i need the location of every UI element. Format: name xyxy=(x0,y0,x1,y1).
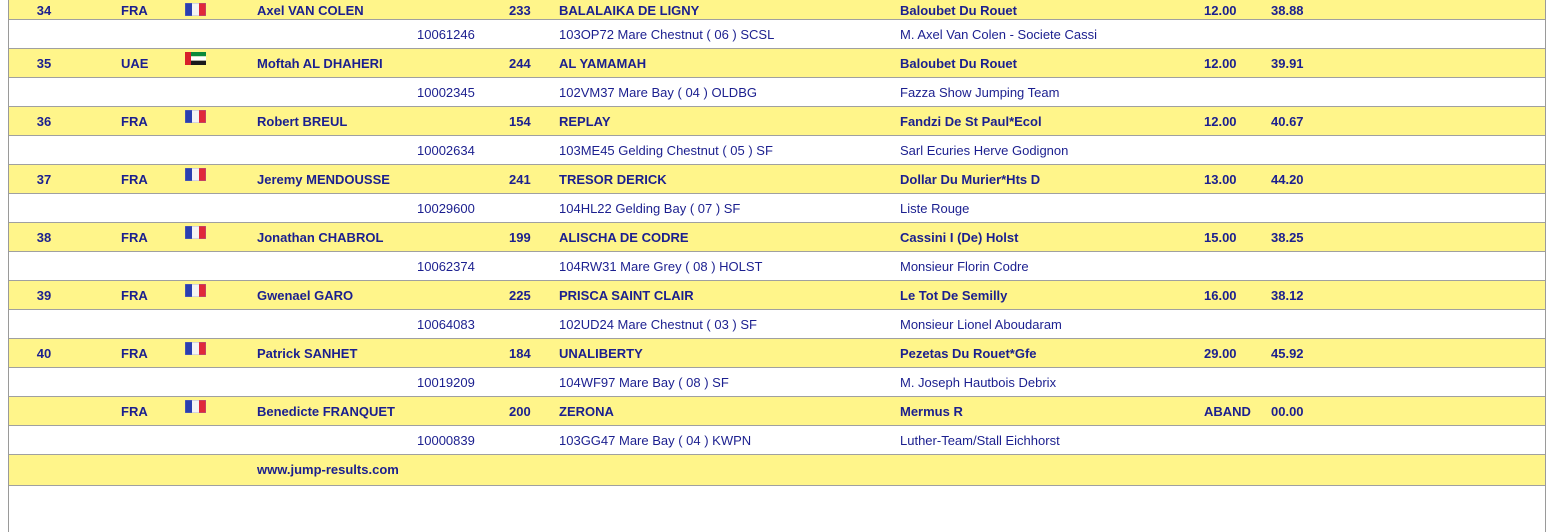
france-flag-icon xyxy=(185,110,206,123)
rider-name: Jeremy MENDOUSSE xyxy=(257,172,390,187)
rank-cell: 38 xyxy=(36,230,52,245)
website-link[interactable]: www.jump-results.com xyxy=(257,462,399,477)
faults-value: 12.00 xyxy=(1204,3,1237,18)
rank-cell: 37 xyxy=(36,172,52,187)
sire-name: Dollar Du Murier*Hts D xyxy=(900,172,1041,187)
bib-number: 233 xyxy=(509,3,531,18)
owner-name: M. Axel Van Colen - Societe Cassi xyxy=(900,27,1098,42)
owner-name: Fazza Show Jumping Team xyxy=(900,85,1060,100)
sire-name: Fandzi De St Paul*Ecol xyxy=(900,114,1042,129)
bib-number: 184 xyxy=(509,346,531,361)
result-row xyxy=(9,49,1545,78)
horse-details: 103GG47 Mare Bay ( 04 ) KWPN xyxy=(559,433,752,448)
bib-number: 225 xyxy=(509,288,531,303)
result-row xyxy=(9,223,1545,252)
result-row xyxy=(9,107,1545,136)
horse-details: 104RW31 Mare Grey ( 08 ) HOLST xyxy=(559,259,763,274)
result-detail-row xyxy=(9,368,1545,397)
time-value: 39.91 xyxy=(1271,56,1304,71)
nation-code: UAE xyxy=(121,56,149,71)
rank-cell: 35 xyxy=(36,56,52,71)
france-flag-icon xyxy=(185,284,206,297)
result-detail-row xyxy=(9,194,1545,223)
bib-number: 200 xyxy=(509,404,531,419)
horse-name: ZERONA xyxy=(559,404,614,419)
sire-name: Mermus R xyxy=(900,404,963,419)
sire-name: Baloubet Du Rouet xyxy=(900,3,1017,18)
result-row xyxy=(9,281,1545,310)
owner-name: Liste Rouge xyxy=(900,201,970,216)
nation-code: FRA xyxy=(121,288,148,303)
horse-details: 103ME45 Gelding Chestnut ( 05 ) SF xyxy=(559,143,773,158)
horse-details: 103OP72 Mare Chestnut ( 06 ) SCSL xyxy=(559,27,775,42)
time-value: 40.67 xyxy=(1271,114,1304,129)
faults-value: 12.00 xyxy=(1204,114,1237,129)
result-detail-row xyxy=(9,252,1545,281)
fei-id: 10019209 xyxy=(417,375,475,390)
france-flag-icon xyxy=(185,342,206,355)
faults-value: 29.00 xyxy=(1204,346,1237,361)
france-flag-icon xyxy=(185,168,206,181)
fei-id: 10000839 xyxy=(417,433,475,448)
rider-name: Gwenael GARO xyxy=(257,288,354,303)
faults-value: 16.00 xyxy=(1204,288,1237,303)
time-value: 38.25 xyxy=(1271,230,1304,245)
sire-name: Le Tot De Semilly xyxy=(900,288,1008,303)
horse-details: 104WF97 Mare Bay ( 08 ) SF xyxy=(559,375,729,390)
fei-id: 10002634 xyxy=(417,143,475,158)
bib-number: 241 xyxy=(509,172,531,187)
faults-value: ABAND xyxy=(1204,404,1251,419)
owner-name: Luther-Team/Stall Eichhorst xyxy=(900,433,1060,448)
faults-value: 13.00 xyxy=(1204,172,1237,187)
faults-value: 15.00 xyxy=(1204,230,1237,245)
faults-value: 12.00 xyxy=(1204,56,1237,71)
rider-name: Jonathan CHABROL xyxy=(257,230,384,245)
fei-id: 10062374 xyxy=(417,259,475,274)
rider-name: Axel VAN COLEN xyxy=(257,3,364,18)
horse-details: 102UD24 Mare Chestnut ( 03 ) SF xyxy=(559,317,757,332)
nation-code: FRA xyxy=(121,3,148,18)
sire-name: Pezetas Du Rouet*Gfe xyxy=(900,346,1037,361)
rider-name: Robert BREUL xyxy=(257,114,348,129)
nation-code: FRA xyxy=(121,404,148,419)
horse-details: 102VM37 Mare Bay ( 04 ) OLDBG xyxy=(559,85,757,100)
sire-name: Baloubet Du Rouet xyxy=(900,56,1017,71)
rank-cell: 40 xyxy=(36,346,52,361)
rider-name: Benedicte FRANQUET xyxy=(257,404,395,419)
nation-code: FRA xyxy=(121,346,148,361)
bib-number: 244 xyxy=(509,56,531,71)
time-value: 44.20 xyxy=(1271,172,1304,187)
owner-name: Monsieur Florin Codre xyxy=(900,259,1029,274)
fei-id: 10002345 xyxy=(417,85,475,100)
time-value: 45.92 xyxy=(1271,346,1304,361)
time-value: 38.88 xyxy=(1271,3,1304,18)
result-detail-row xyxy=(9,78,1545,107)
rank-cell: 34 xyxy=(36,3,52,18)
nation-code: FRA xyxy=(121,114,148,129)
owner-name: Sarl Ecuries Herve Godignon xyxy=(900,143,1069,158)
result-detail-row xyxy=(9,310,1545,339)
horse-name: PRISCA SAINT CLAIR xyxy=(559,288,694,303)
result-row xyxy=(9,165,1545,194)
horse-name: TRESOR DERICK xyxy=(559,172,667,187)
result-detail-row xyxy=(9,136,1545,165)
horse-details: 104HL22 Gelding Bay ( 07 ) SF xyxy=(559,201,741,216)
france-flag-icon xyxy=(185,400,206,413)
bib-number: 199 xyxy=(509,230,531,245)
result-row xyxy=(9,339,1545,368)
uae-flag-icon xyxy=(185,52,206,65)
horse-name: ALISCHA DE CODRE xyxy=(559,230,689,245)
result-detail-row xyxy=(9,426,1545,455)
horse-name: AL YAMAMAH xyxy=(559,56,647,71)
fei-id: 10064083 xyxy=(417,317,475,332)
rider-name: Moftah AL DHAHERI xyxy=(257,56,383,71)
horse-name: UNALIBERTY xyxy=(559,346,643,361)
france-flag-icon xyxy=(185,226,206,239)
fei-id: 10029600 xyxy=(417,201,475,216)
result-row xyxy=(9,397,1545,426)
fei-id: 10061246 xyxy=(417,27,475,42)
owner-name: Monsieur Lionel Aboudaram xyxy=(900,317,1062,332)
horse-name: BALALAIKA DE LIGNY xyxy=(559,3,700,18)
rank-cell: 39 xyxy=(36,288,52,303)
result-row xyxy=(9,0,1545,20)
owner-name: M. Joseph Hautbois Debrix xyxy=(900,375,1057,390)
sire-name: Cassini I (De) Holst xyxy=(900,230,1019,245)
bib-number: 154 xyxy=(509,114,531,129)
nation-code: FRA xyxy=(121,230,148,245)
nation-code: FRA xyxy=(121,172,148,187)
horse-name: REPLAY xyxy=(559,114,611,129)
time-value: 00.00 xyxy=(1271,404,1304,419)
rider-name: Patrick SANHET xyxy=(257,346,358,361)
result-detail-row xyxy=(9,20,1545,49)
rank-cell: 36 xyxy=(36,114,52,129)
france-flag-icon xyxy=(185,3,206,16)
results-table xyxy=(8,0,1546,532)
footer-row xyxy=(9,455,1545,486)
time-value: 38.12 xyxy=(1271,288,1304,303)
